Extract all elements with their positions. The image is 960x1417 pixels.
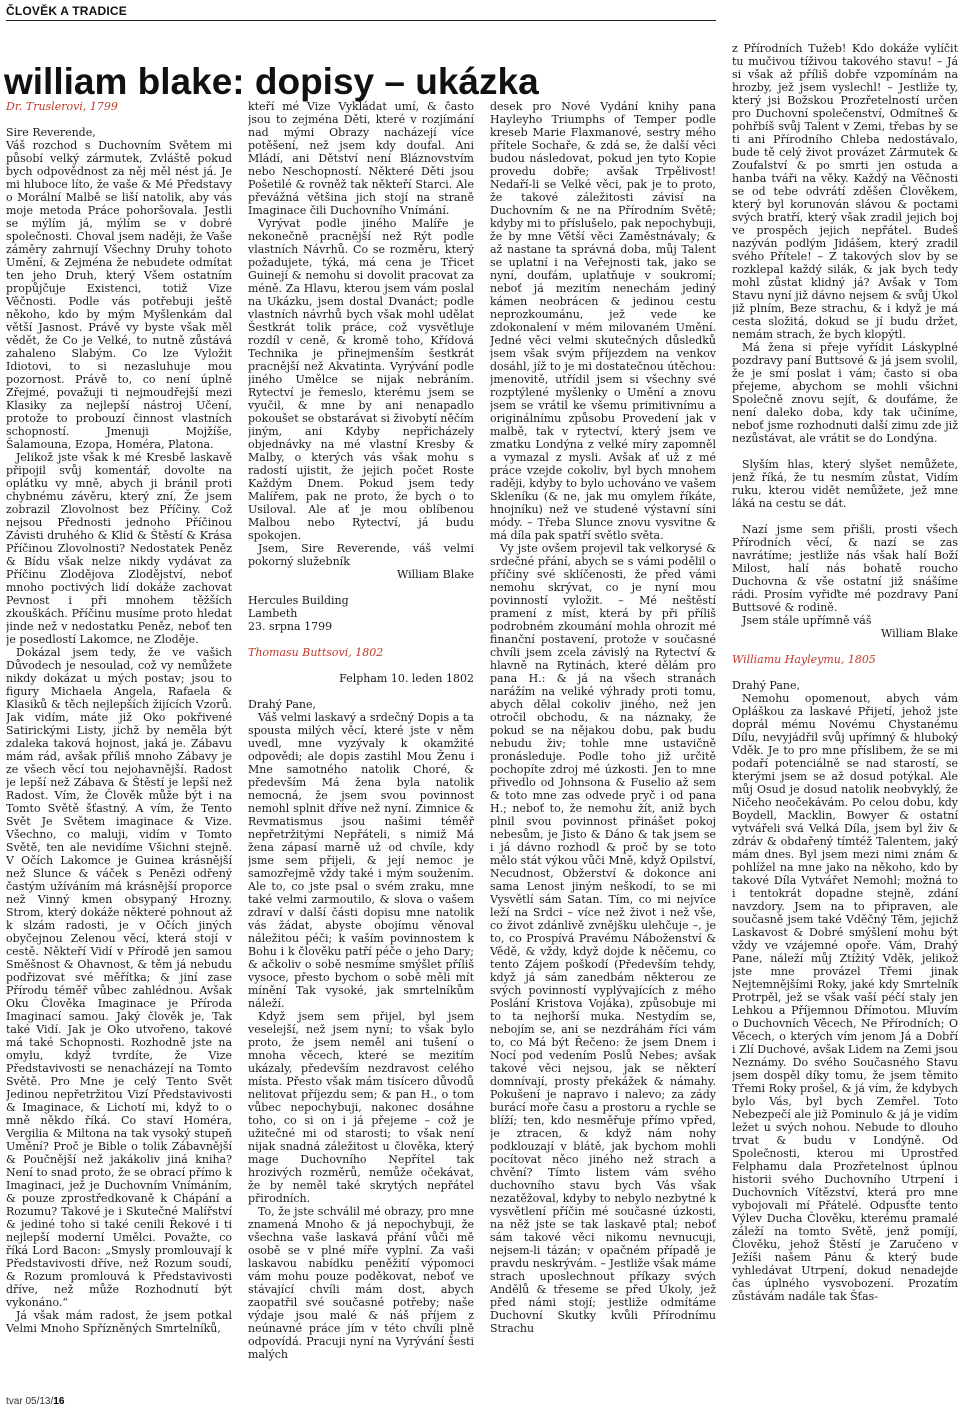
paragraph: Slyším hlas, který slyšet nemůžete, jenž říká, že tu nesmím zůstat, Vidím ruku, kterou vidět nemůžete, jež mne láká na cestu se dát.	[732, 458, 958, 510]
paragraph: Vy jste ovšem projevil tak velkorysé & srdečné přání, abych se s vámi podělil o příčiny své sklíčenosti, že před vámi nemohu skrývat, co je nyní mou povinností vyložit. – Mé neštěstí pramení z míst, která by při příliš podrobném zkoumání mohla ohrozit mé finanční postavení, protože v současné chvíli jsem zcela závislý na Rytectví & hlavně na Rytinách, které dělám pro pana H.: & já na všech stranách narážím na veliké výhrady proti tomu, abych dělal cokoliv jiného, než jen otročil obchodu, & na náznaky, že pokud se na nějakou dobu, pak budu nebudu živ; tohle mne ustavičně pronásleduje. Podle toho již určitě pochopíte zdroj mé úzkosti. Jen to mne přivedlo od Johnsona & Fuselio až sem & toto mne zas odvede pryč i od pana H.; neboť to, že nemohu žít, aniž bych plnil svou povinnost přinášet pokoj nebesům, je Jisto & Dáno & tak jsem se i já dávno rozhodl & proč by se toto mělo stát výkou vůči Mně, když Opilství, Necudnost, Obžerství & dokonce ani sama Lenost jiným neškodí, to se mi Vysvětlí sám Satan. Tím, co mi nejvíce leží na Srdci – více než život i než vše, co život zdánlivě zvnějšku ulehčuje –, je to, co Prospívá Pravému Náboženství & Vědě, & vždy, když dojde k něčemu, co tento Zájem poškodí (Především tehdy, když já sám zanedbám některou ze svých povinností vyplývajících z mého Poslání Kristova Vojáka), způsobuje mi to ta nejhorší muka. Nestydím se, nebojím se, ani se nezdráhám říci vám to, co Má být Řečeno: že jsem Dnem i Nocí pod vedením Poslů Nebes; avšak takové věci nejsou, jak se některí domnívají, prosty překážek & námahy. Pokušení je napravo i nalevo; za zády burácí moře času a prostoru a rychle se blíží; ten, kdo nesměřuje přímo vpřed, je ztracen, & když nám nohy podklouzají v blátě, jak bychom mohli pocítovat něco jiného než strach a chvění? Tímto listem vám svého duchovního stavu bych Vás však nezatěžoval, kdyby to nebylo nezbytné k vysvětlení příčin mé současné úzkosti, na něž jste se tak laskavě ptal; neboť sám takové věci nikomu nevnucuji, nejsem-li tázán; v opačném případě je pravdu neskrývám. – Jestliže však máme strach uposlechnout příkazy svých Andělů & třeseme se před Úkoly, jež před námi stojí; jestliže odmítáme Duchovní Skutky kvůli Přírodnímu Strachu	[490, 542, 716, 1335]
letter-heading: Thomasu Buttsovi, 1802	[248, 646, 384, 659]
section-rule	[6, 20, 716, 21]
address-line: Hercules Building	[248, 594, 349, 607]
column-3	[490, 100, 716, 1335]
salutation: Drahý Pane,	[248, 698, 316, 711]
salutation: Drahý Pane,	[732, 679, 800, 692]
paragraph: Já však mám radost, že jsem potkal Velmi Mnoho Spřízněných Smrtelníků,	[6, 1309, 232, 1335]
page-footer	[6, 1396, 64, 1407]
paragraph: Má žena si přeje vyřídit Láskyplné pozdravy paní Buttsové & já jsem svolil, že je smí poslat i vám; často si oba přejeme, abychom se mohli všichni Společně znovu sejít, & doufáme, že není daleko doba, kdy tak učiníme, neboť jsme rozhodnuti další zimu zde již nezůstávat, ale vrátit se do Londýna.	[732, 341, 958, 445]
issue-label: tvar 05/13/	[6, 1396, 54, 1407]
page-number: 16	[53, 1396, 65, 1407]
paragraph: Když jsem sem přijel, byl jsem veselejší, než jsem nyní; to však bylo proto, že jsem neměl ani tušení o mnoha věcech, které se mezitím ukázaly, především nezdravost celého místa. Přesto však mám tisícero důvodů nelitovat příjezdu sem; & pan H., o tom vůbec nepochybuji, nakonec dosáhne toho, co si on i já přejeme – což je užitečné mi od starosti; to však není nijak snadná záležitost u člověka, který mage Duchovního Nepřítel tak hrozivých rozměrů, nemůže očekávat, že by neměl také skrytých nepřátel přirodních.	[248, 1010, 474, 1205]
paragraph: Nazí jsme sem přišli, prosti všech Přírodních věcí, & nazí se zas navrátíme; jestliže nás však halí Boží Milost, halí nás bohatě roucho Duchovna & vše ostatní již snášíme rádi. Prosím vyřiďte mé pozdravy Paní Buttsové & rodině.	[732, 523, 958, 614]
column-4	[732, 42, 958, 1303]
paragraph: kteří mé Vize Vykládat umí, & často jsou to zejména Děti, které v rozjímání nad mými Obrazy nacházejí více potěšení, než jsem kdy doufal. Ani Mládí, ani Dětství není Bláznovstvím nebo Neschopností. Některé Děti jsou Pošetilé & rovněž tak někteří Starci. Ale převážná většina jich stojí na straně Imaginace čili Duchovního Vnímání.	[248, 100, 474, 217]
article-title: william blake: dopisy – ukázka	[4, 60, 539, 102]
paragraph: Nemohu opomenout, abych vám Opláškou za laskavé Přijetí, jehož jste doprál mému Novému Chystanému Dílu, nevyjádřil svůj upřímný & hluboký Vděk. Je to pro mne příslibem, že se mi podaří potenciálně se nad starostí, se kterými jsem se až dosud potýkal. Ale můj Osud je dosud natolik neobvyklý, že Ničeho neočekávám. Po celou dobu, kdy Boydell, Macklin, Bowyer & ostatní vytvářeli svá Velká Díla, jsem byl živ & zdráv & obdařený tímtéž Talentem, jaký mám dnes. Byl jsem mezi nimi znám & pohlížel na mne jako na někoho, kdo by takové Díla Vytvářet Nemohl; možná to i tentokrát dopadne stejně, zdání navzdory. Jsem na to připraven, ale současně jsem také Vděčný Těm, jejichž Laskavost & Dobré smýšlení mohu být vždy ve vzájemné opoře. Vám, Drahý Pane, náleží můj Ztížitý Vděk, jelikož jste mne provázel Třemi jinak Nejtemnějšími Roky, jaké kdy Smrtelník Protrpěl, jež se však vaší péčí staly jen Lehkou a Příjemnou Dřímotou. Mluvím o Duchovních Věcech, Ne Přírodních; O Věcech, o kterých vím jenom Já a Dobří i Zlí Duchové, avšak Lidem na Zemi jsou Neznámy. Do svého Současného Stavu jsem dospěl díky tomu, že jsem těmito Třemi Roky prošel, & já vím, že kdybych bylo Vás, byl bych Zemřel. Toto Nebezpečí ale již Pominulo & já je vidím ležet u svých nohou. Nebude to dlouho trvat & budu v Londýně. Od Společnosti, kterou mi Uprostřed Felphamu dala Prozřetelnost úplnou historii svého Duchovního Utrpení i Duchovních Vítězství, která pro mne vybojovali mí Přátelé. Odpusťte tento Výlev Ducha Člověku, kterému pramalé záleží na tomto Světě, jenž pomíjí, Člověku, jehož Štěstí je Zaručeno v Ježíši našem Pánu & který bude vyhledávat Utrpení, dokud nenadejde čas úplného vysvobození. Prozatím zůstávám nadále tak Šťas-	[732, 692, 958, 1303]
column-2	[248, 100, 474, 1361]
closing: Jsem stále upřímně váš	[742, 614, 872, 627]
paragraph: Vyrývat podle jiného Malíře je nekonečně pracnější než Rýt podle vlastních Návrhů. Co se rozměru, který požadujete, týká, má cena je Třicet Guinejí & nemohu si dovolit pracovat za méně. Za Hlavu, kterou jsem vám poslal na Ukázku, jsem dostal Dvanáct; podle vlastních návrhů bych však mohl udělat Šestkrát tolik práce, což vysvětluje rozdíl v ceně, & kromě toho, Křídová Technika je přinejmenším šestkrát pracnější než Akvatinta. Vyrývání podle jiného Umělce se nijak nebráním. Rytectví je řemeslo, kterému jsem se vyučil, & mne by ani nenapadlo pokoušet se obstarávat si živobytí něčím jiným, ani Kdyby nepřicházely objednávky na mé vlastní Kresby & Malby, o kterých vás však mohu s radostí ujistit, že jejich počet Roste Každým Dnem. Pokud jsem tedy Malířem, pak ne proto, že bych o to Usiloval. Ale ať je mou oblíbenou Malbou nebo Rytectví, já budu spokojen.	[248, 217, 474, 542]
letter-date: 23. srpna 1799	[248, 620, 333, 633]
paragraph: Váš velmi laskavý a srdečný Dopis a ta spousta milých věcí, které jste v něm uvedl, mne vyzývaly k okamžité odpovědi; ale dopis zastihl Mou Ženu i Mne samotného natolik Choré, & především Má žena byla natolik nemocná, že jsem svou povinnost nemohl splnit dříve než nyní. Zimnice & Revmatismus jsou našimi téměř nepřetržitými Nepřáteli, s nimiž Má žena zápasí marně už od chvíle, kdy jsme sem přijeli, & její nemoc je samozřejmě vždy také i mým soužením. Ale to, co jste psal o svém zraku, mne také velmi zarmoutilo, & slova o vašem zdraví v další části dopisu mne natolik vás žádat, abyste obojímu věnoval náležitou péči; k vaším povinnostem k Bohu i k člověku patří péče o jeho Dary; & ačkoliv o sobě nesmíme smýšlet příliš vysoce, přesto bychom o sobě měli mít mínění Tak vysoké, jak smrtelníkům náleží.	[248, 711, 474, 1010]
address-line: Lambeth	[248, 607, 298, 620]
signature: William Blake	[396, 568, 474, 581]
paragraph: desek pro Nové Vydání knihy pana Hayleyho Triumphs of Temper podle kreseb Marie Flaxmanové, sestry mého přítele Sochaře, & zdá se, že další věci budou následovat, pokud jen tyto Kopie provedu dobře; avšak Trpělivost! Nedaří-li se Velké věci, pak je to proto, že takové záležitosti závisí na Duchovním & ne na Přírodním Světě; kdyby mi to příslušelo, pak nepochybuji, že by mne Větší věci Zaměstnávaly; & až nastane ta správná doba, můj Talent se uplatní i na Veřejnosti tak, jako se nyní, doufám, uplatňuje v soukromí; neboť já mezitím nenechám jediný kámen neobrácen & jedinou cestu neprozkoumánu, jež vede ke zdokonalení v mém milovaném Umění. Jedné věci velmi skutečných důsledků jsem však svým příjezdem na venkov dosáhl, jíž to je mi dostatečnou útěchou: jmenovitě, utřídil jsem si všechny své rozptýlené myšlenky o Umění a znovu jsem se vrátil ke všemu primitivnímu a originálnímu způsobu Provedení jak v malbě, tak v rytectví, který jsem ve zmatku Londýna z velké míry zapomněl a vymazal z mysli. Avšak ať už z mé práce vzejde cokoliv, byl bych mnohem raději, kdyby to bylo uchováno ve vašem Skleníku (& ne, jak mu omylem říkáte, hnojníku) než ve studené výstavní síni módy. – Třeba Slunce znovu vysvitne & má díla pak spatří světlo světa.	[490, 100, 716, 542]
paragraph: Váš rozchod s Duchovním Světem mi působí velký zármutek, Zvláště pokud bych odpovědnost za něj měl nést já. Je mi hluboce líto, že vaše & Mé Představy o Morální Malbě se liší natolik, aby vás moje metoda Práce pohoršovala. Jestli se mýlím já, mýlím se v dobré společnosti. Choval jsem naději, že Vaše záměry zahrnují Všechny Druhy tohoto Umění, & Zejména že nebudete odmítat ten jeho Druh, který Všem ostatním propůjčuje Existenci, totiž Vize Věčnosti. Podle vás potřebuji ještě někoho, kdo by mým Myšlenkám dal větší Jasnost. Právě vy byste však měl vědět, že Co je Velké, to nutně zůstává zahaleno Slabým. Co lze Vyložit Idiotovi, to si nezasluhuje mou pozornost. Právě to, co není úplně Zřejmé, považuji ti nejmoudřejší mezi Klasiky za nejlepší nástroj Učení, protože to probouzí činnost vlastních schopností. Jmenuji Mojžíše, Šalamouna, Ezopa, Homéra, Platona.	[6, 139, 232, 451]
column-1	[6, 100, 232, 1335]
letter-date: Felpham 10. leden 1802	[339, 672, 474, 685]
letter-heading: Williamu Hayleymu, 1805	[732, 653, 876, 666]
letter-heading: Dr. Truslerovi, 1799	[6, 100, 118, 113]
signature: William Blake	[880, 627, 958, 640]
closing: Jsem, Sire Reverende, váš velmi pokorný služebník	[248, 542, 474, 568]
paragraph: z Přírodních Tužeb! Kdo dokáže vylíčit tu mučivou tíživou takového stavu! – Já si však až příliš dobře vzpomínám na hrozby, jež jsem vyslechl! – Jestliže ty, který jsi Božskou Prozřetelností určen pro Duchovní společenství, Odmítneš & pohřbíš svůj Talent v Zemi, třebas by se ti ani Přírodního Chleba nedostávalo, bude tě celý život provázet Zármutek & Zoufalství & po smrti jen ostuda a hanba tváři na věky. Každý na Věčnosti se od tebe odvrátí zděšen Člověkem, který byl korunován slávou & poctami svých bratří, který však zradil jejich boj ve prospěch jejich nepřátel. Budeš nazýván podlým Jidášem, který zradil svého Přítele! – Z takových slov by se rozklepal každý silák, & jak bych tedy mohl zůstat klidný já? Avšak v Tom Stavu nyní již dávno nejsem & svůj Úkol již plním, Beze strachu, & i když je má cesta složitá, dokud se jí budu držet, nemám strach, že bych klopýtl.	[732, 42, 958, 341]
salutation: Sire Reverende,	[6, 126, 96, 139]
paragraph: Jelikož jste však k mé Kresbě laskavě připojil svůj komentář, dovolte na oplátku vy mně, abych ji bránil proti chybnému závěru, který zní, Že jsem zobrazil Zlovolnost bez Příčiny. Což nejsou Přednosti jednoho Příčinou Závisti druhého & Klid & Štěstí & Krása Příčinou Zlovolnosti? Nedostatek Peněz & Bídu však nelze nikdy vydávat za Příčinu Zlodějova Zlodějství, neboť mnoho poctivých lidí dokáže zachovat Pevnost i při mnohem těžších zkouškách. Příčinu musíme proto hledat jinde než v nedostatku Peněz, neboť ten je posedlostí Lakomce, ne Zloděje.	[6, 451, 232, 646]
paragraph: Dokázal jsem tedy, že ve vašich Důvodech je nesoulad, což vy nemůžete nikdy dokázat u mých postav; jsou to figury Michaela Angela, Rafaela & Klasiků & těch nejlepších žijících Vzorů. Jak vidím, máte již Oko pokřivené Satirickými Listy, jichž by neměla být zdaleka taková hojnost, jaká je. Zábavu mám rád, avšak příliš mnoho Zábavy je ze všech věcí tou nejohavnější. Radost je lepší než Zábava & Štěstí je lepší než Radost. Vím, že Člověk může být i na Tomto Světě šťastný. A vím, že Tento Svět Je Světem imaginace & Vize. Všechno, co maluji, vidím v Tomto Světě, ten ale nevidíme Všichni stejně. V Očích Lakomce je Guinea krásnější než Slunce & váček s Penězi odřený častým užíváním má krásnější proporce než Vinný kmen obsypaný Hrozny. Strom, který dokáže některé pohnout až k slzám radosti, je v Očích jiných obyčejnou Zelenou věcí, která stojí v cestě. Někteří Vidí v Přírodě jen samou Směšnost & Ohavnost, & těm já nebudu podřizovat své měřítka; & jiní zase Přírodu téměř vůbec zahlédnou. Avšak Oku Člověka Imaginace je Příroda Imaginací samou. Jaký člověk je, Tak také Vidí. Jak je Oko utvořeno, takové má také Schopnosti. Rozhodně jste na omylu, když tvrdíte, že Vize Představivosti se nenacházejí na Tomto Světě. Pro Mne je celý Tento Svět Jedinou nepřetržitou Vizí Představivosti & Imaginace, & Lichotí mi, když to o mně někdo říká. Co staví Homéra, Vergilia & Miltona na tak vysoký stupeň Umění? Proč je Bible o tolik Zábavnější & Poučnější než jakákoliv jiná kniha? Není to snad proto, že se obrací přímo k Imaginaci, jež je Duchovním Vnímáním, & pouze zprostředkovaně k Chápání a Rozumu? Takové je i Skutečné Malířství & jediné toho si také cenili Řekové i ti nejlepší moderní Umělci. Považte, co říká Lord Bacon: „Smysly promlouvají k Představivosti dříve, než Rozum soudí, & Rozum promlouvá k Představivosti dříve, než může Rozhodnutí být vykonáno.“	[6, 646, 232, 1309]
paragraph: To, že jste schválil mé obrazy, pro mne znamená Mnoho & já nepochybuji, že všechna vaše laskavá přání vůči mě osobě se v plné míře vyplní. Za vaši laskavou nabídku peněžití výpomoci vám mohu pouze poděkovat, neboť ve stávající chvíli mám dost, abych zaopatřil své současné potřeby; naše výdaje jsou malé & náš příjem z neúnavné práce jím v této chvíli plně odpovídá. Pracuji nyní na Vyrývání šesti malých	[248, 1205, 474, 1361]
section-label: ČLOVĚK A TRADICE	[6, 4, 127, 18]
